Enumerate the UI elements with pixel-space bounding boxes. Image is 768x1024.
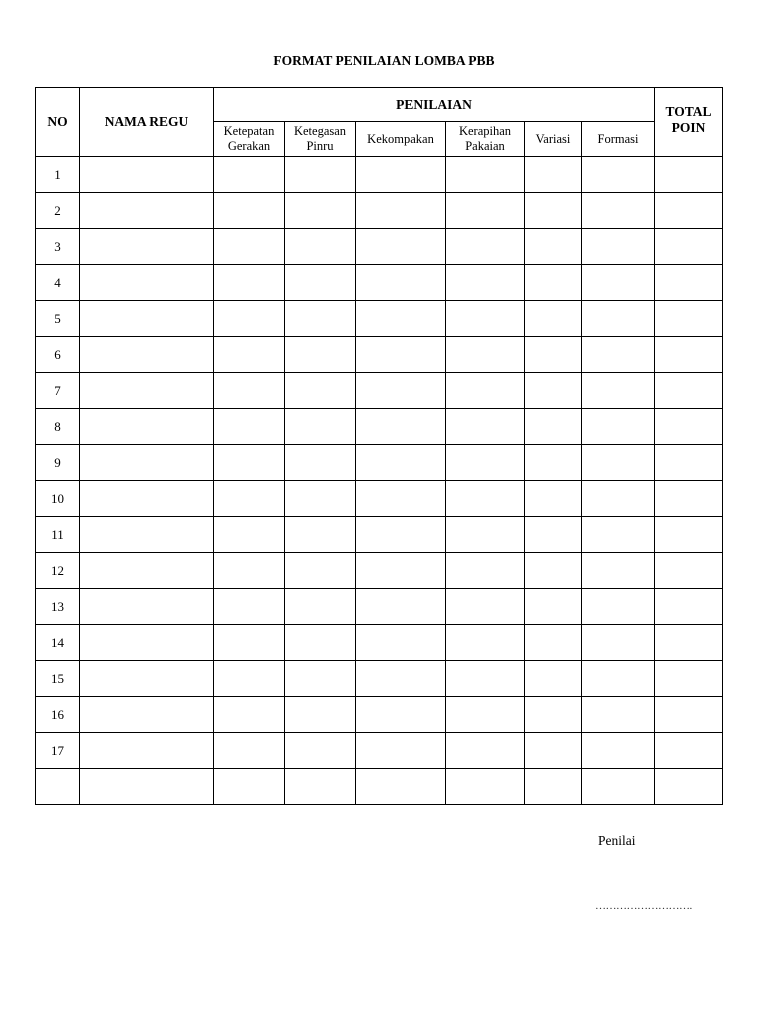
table-row — [36, 769, 723, 805]
total-poin-cell — [655, 661, 723, 697]
criteria-cell — [582, 589, 655, 625]
criteria-cell — [214, 733, 285, 769]
header-criteria-line1: Formasi — [597, 131, 639, 146]
table-row — [36, 373, 723, 409]
header-total-poin: TOTAL POIN — [655, 88, 723, 157]
total-poin-cell — [655, 553, 723, 589]
criteria-cell — [446, 193, 525, 229]
criteria-cell — [214, 697, 285, 733]
criteria-cell — [582, 229, 655, 265]
criteria-cell — [285, 661, 356, 697]
criteria-cell — [582, 445, 655, 481]
nama-regu-cell — [80, 445, 214, 481]
nama-regu-cell — [80, 481, 214, 517]
criteria-cell — [285, 301, 356, 337]
criteria-cell — [285, 373, 356, 409]
criteria-cell — [582, 337, 655, 373]
row-number: 8 — [36, 409, 80, 445]
criteria-cell — [582, 193, 655, 229]
criteria-cell — [525, 157, 582, 193]
criteria-cell — [356, 337, 446, 373]
nama-regu-cell — [80, 517, 214, 553]
table-row — [36, 445, 723, 481]
total-poin-cell — [655, 697, 723, 733]
row-number: 14 — [36, 625, 80, 661]
header-criteria — [356, 122, 446, 157]
criteria-cell — [582, 481, 655, 517]
criteria-cell — [214, 193, 285, 229]
criteria-cell — [285, 517, 356, 553]
header-criteria — [214, 122, 285, 157]
total-poin-cell — [655, 481, 723, 517]
criteria-cell — [214, 409, 285, 445]
total-poin-cell — [655, 193, 723, 229]
header-penilaian: PENILAIAN — [214, 88, 655, 122]
criteria-cell — [214, 769, 285, 805]
header-criteria — [285, 122, 356, 157]
nama-regu-cell — [80, 553, 214, 589]
header-criteria-line2: Pakaian — [465, 139, 505, 153]
criteria-cell — [285, 445, 356, 481]
table-row — [36, 409, 723, 445]
row-number: 13 — [36, 589, 80, 625]
table-row — [36, 481, 723, 517]
criteria-cell — [285, 409, 356, 445]
criteria-cell — [446, 697, 525, 733]
criteria-cell — [525, 337, 582, 373]
signer-label: Penilai — [598, 833, 636, 848]
total-poin-cell — [655, 229, 723, 265]
header-no: NO — [36, 88, 80, 157]
criteria-cell — [356, 481, 446, 517]
criteria-cell — [582, 301, 655, 337]
criteria-cell — [285, 589, 356, 625]
nama-regu-cell — [80, 373, 214, 409]
nama-regu-cell — [80, 301, 214, 337]
total-poin-cell — [655, 769, 723, 805]
criteria-cell — [285, 481, 356, 517]
header-criteria — [446, 122, 525, 157]
criteria-cell — [582, 769, 655, 805]
criteria-cell — [582, 157, 655, 193]
criteria-cell — [582, 517, 655, 553]
criteria-cell — [356, 769, 446, 805]
criteria-cell — [356, 625, 446, 661]
row-number: 9 — [36, 445, 80, 481]
row-number: 15 — [36, 661, 80, 697]
criteria-cell — [356, 373, 446, 409]
header-criteria-line1: Kerapihan — [458, 124, 512, 138]
score-table — [35, 87, 723, 805]
table-row — [36, 301, 723, 337]
header-criteria — [525, 122, 582, 157]
total-poin-cell — [655, 733, 723, 769]
criteria-cell — [525, 373, 582, 409]
criteria-cell — [446, 481, 525, 517]
criteria-cell — [214, 445, 285, 481]
criteria-cell — [446, 409, 525, 445]
table-row — [36, 589, 723, 625]
criteria-cell — [525, 697, 582, 733]
criteria-cell — [356, 733, 446, 769]
criteria-cell — [285, 157, 356, 193]
nama-regu-cell — [80, 409, 214, 445]
nama-regu-cell — [80, 733, 214, 769]
criteria-cell — [214, 301, 285, 337]
criteria-cell — [356, 661, 446, 697]
criteria-cell — [285, 337, 356, 373]
total-poin-cell — [655, 589, 723, 625]
criteria-cell — [214, 229, 285, 265]
criteria-cell — [582, 697, 655, 733]
total-poin-cell — [655, 409, 723, 445]
header-criteria-line1: Variasi — [535, 131, 571, 146]
criteria-cell — [446, 769, 525, 805]
nama-regu-cell — [80, 661, 214, 697]
document-title: FORMAT PENILAIAN LOMBA PBB — [273, 53, 495, 68]
row-number — [36, 769, 80, 805]
row-number: 5 — [36, 301, 80, 337]
criteria-cell — [214, 373, 285, 409]
criteria-cell — [214, 661, 285, 697]
nama-regu-cell — [80, 697, 214, 733]
criteria-cell — [214, 265, 285, 301]
table-row — [36, 157, 723, 193]
criteria-cell — [285, 265, 356, 301]
table-row — [36, 733, 723, 769]
criteria-cell — [446, 373, 525, 409]
criteria-cell — [525, 589, 582, 625]
criteria-cell — [214, 481, 285, 517]
criteria-cell — [356, 553, 446, 589]
criteria-cell — [582, 409, 655, 445]
nama-regu-cell — [80, 625, 214, 661]
criteria-cell — [356, 517, 446, 553]
criteria-cell — [525, 301, 582, 337]
header-criteria-line1: Ketepatan — [223, 124, 275, 138]
row-number: 12 — [36, 553, 80, 589]
criteria-cell — [446, 661, 525, 697]
criteria-cell — [446, 445, 525, 481]
row-number: 2 — [36, 193, 80, 229]
criteria-cell — [356, 265, 446, 301]
table-row — [36, 517, 723, 553]
table-row — [36, 229, 723, 265]
criteria-cell — [582, 661, 655, 697]
row-number: 10 — [36, 481, 80, 517]
row-number: 3 — [36, 229, 80, 265]
criteria-cell — [525, 445, 582, 481]
nama-regu-cell — [80, 769, 214, 805]
table-row — [36, 337, 723, 373]
criteria-cell — [446, 517, 525, 553]
row-number: 16 — [36, 697, 80, 733]
total-poin-cell — [655, 445, 723, 481]
criteria-cell — [582, 373, 655, 409]
table-row — [36, 265, 723, 301]
table-row — [36, 697, 723, 733]
criteria-cell — [525, 733, 582, 769]
total-poin-cell — [655, 625, 723, 661]
nama-regu-cell — [80, 157, 214, 193]
criteria-cell — [446, 553, 525, 589]
criteria-cell — [525, 769, 582, 805]
row-number: 11 — [36, 517, 80, 553]
header-criteria-line1: Ketegasan — [293, 124, 347, 138]
criteria-cell — [582, 733, 655, 769]
header-criteria-line2: Pinru — [306, 139, 334, 153]
criteria-cell — [525, 661, 582, 697]
criteria-cell — [356, 229, 446, 265]
criteria-cell — [214, 589, 285, 625]
header-criteria-line2: Gerakan — [227, 139, 271, 153]
criteria-cell — [356, 193, 446, 229]
criteria-cell — [285, 769, 356, 805]
criteria-cell — [214, 337, 285, 373]
criteria-cell — [582, 265, 655, 301]
criteria-cell — [356, 409, 446, 445]
header-criteria — [582, 122, 655, 157]
row-number: 4 — [36, 265, 80, 301]
criteria-cell — [582, 625, 655, 661]
header-criteria-line1: Kekompakan — [367, 131, 434, 146]
criteria-cell — [356, 157, 446, 193]
criteria-cell — [582, 553, 655, 589]
criteria-cell — [285, 229, 356, 265]
criteria-cell — [356, 445, 446, 481]
criteria-cell — [446, 157, 525, 193]
criteria-cell — [525, 553, 582, 589]
nama-regu-cell — [80, 589, 214, 625]
nama-regu-cell — [80, 193, 214, 229]
criteria-cell — [525, 409, 582, 445]
total-poin-cell — [655, 265, 723, 301]
criteria-cell — [285, 697, 356, 733]
criteria-cell — [285, 553, 356, 589]
table-row — [36, 625, 723, 661]
criteria-cell — [285, 193, 356, 229]
criteria-cell — [446, 265, 525, 301]
criteria-cell — [285, 733, 356, 769]
criteria-cell — [525, 481, 582, 517]
criteria-cell — [525, 625, 582, 661]
header-nama-regu: NAMA REGU — [80, 88, 214, 157]
row-number: 7 — [36, 373, 80, 409]
criteria-cell — [214, 517, 285, 553]
total-poin-cell — [655, 157, 723, 193]
total-poin-cell — [655, 373, 723, 409]
criteria-cell — [446, 589, 525, 625]
criteria-cell — [446, 301, 525, 337]
table-row — [36, 661, 723, 697]
criteria-cell — [356, 697, 446, 733]
criteria-cell — [525, 229, 582, 265]
criteria-cell — [446, 625, 525, 661]
nama-regu-cell — [80, 337, 214, 373]
criteria-cell — [285, 625, 356, 661]
row-number: 1 — [36, 157, 80, 193]
criteria-cell — [214, 157, 285, 193]
criteria-cell — [214, 625, 285, 661]
total-poin-cell — [655, 517, 723, 553]
row-number: 6 — [36, 337, 80, 373]
table-row — [36, 193, 723, 229]
total-poin-cell — [655, 337, 723, 373]
criteria-cell — [214, 553, 285, 589]
nama-regu-cell — [80, 265, 214, 301]
criteria-cell — [356, 301, 446, 337]
total-poin-cell — [655, 301, 723, 337]
criteria-cell — [356, 589, 446, 625]
criteria-cell — [446, 733, 525, 769]
nama-regu-cell — [80, 229, 214, 265]
table-row — [36, 553, 723, 589]
criteria-cell — [525, 517, 582, 553]
row-number: 17 — [36, 733, 80, 769]
criteria-cell — [446, 229, 525, 265]
criteria-cell — [525, 193, 582, 229]
criteria-cell — [525, 265, 582, 301]
signature-line: ………………………. — [595, 900, 692, 912]
criteria-cell — [446, 337, 525, 373]
